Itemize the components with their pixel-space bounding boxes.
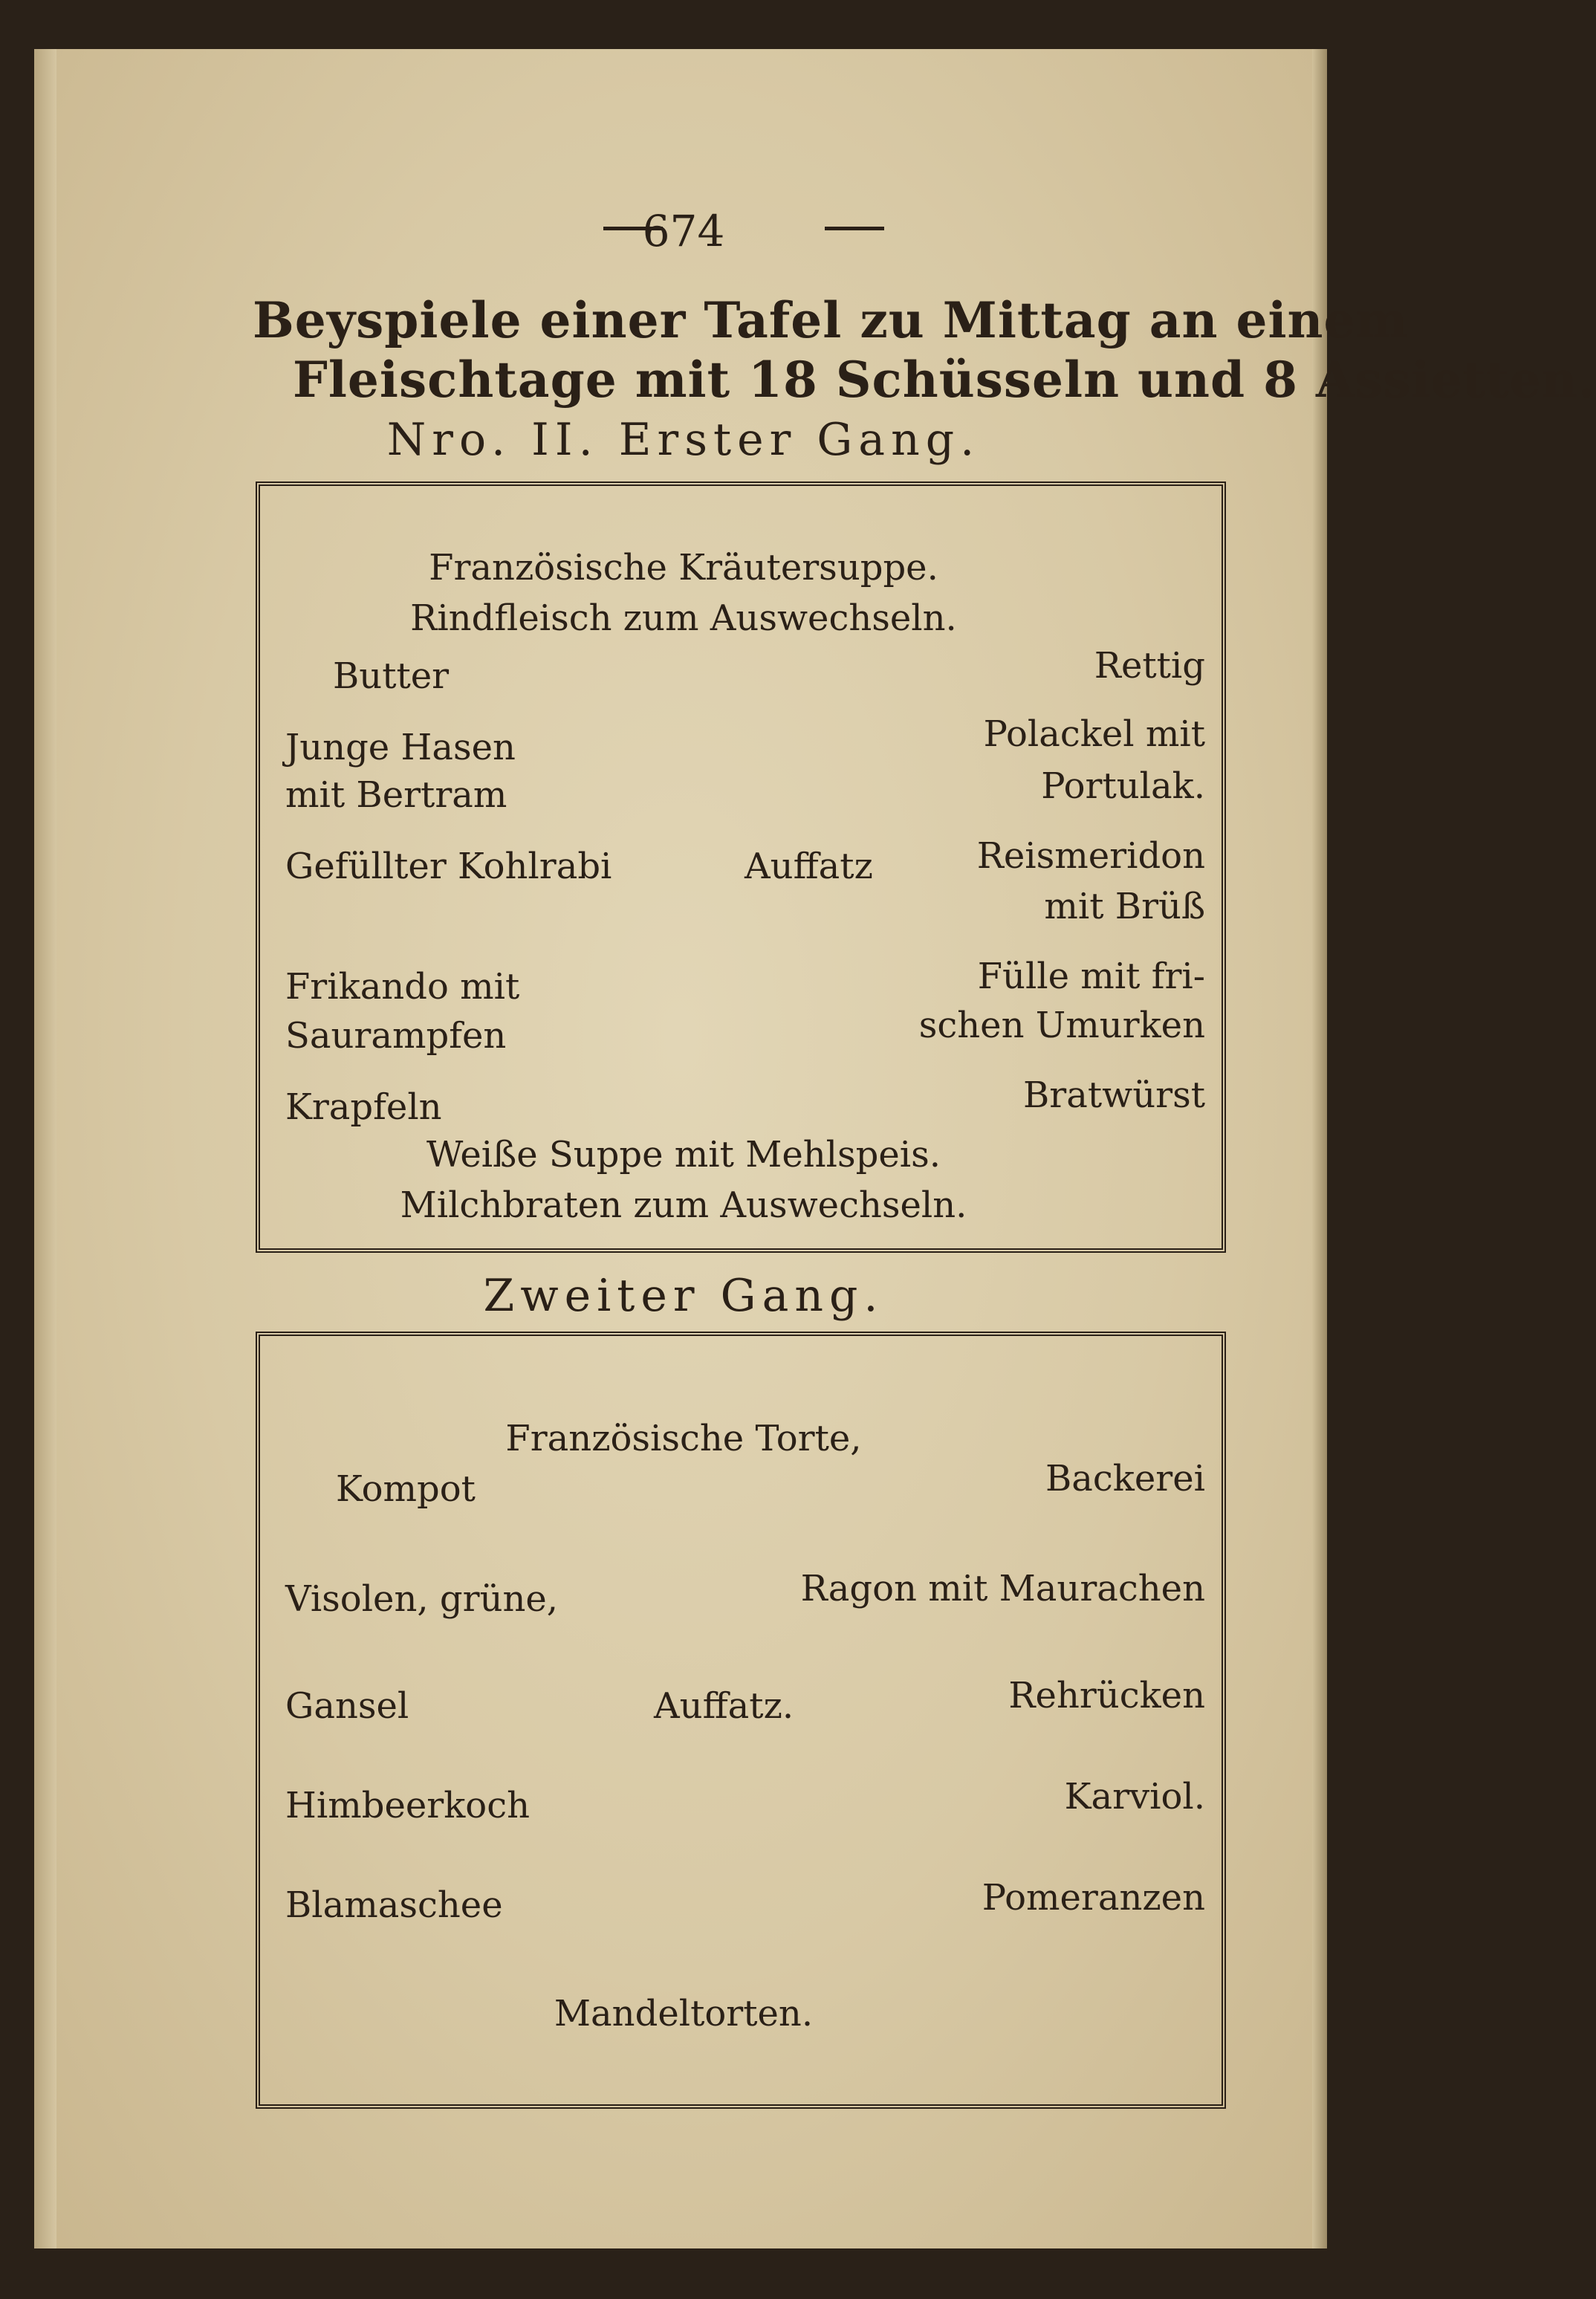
course1-left-dish: Krapfeln: [285, 1086, 442, 1128]
course1-bottom-dish-2: Milchbraten zum Auswechseln.: [400, 1184, 967, 1226]
course1-top-dish-2: Rindfleisch zum Auswechseln.: [410, 597, 957, 639]
course1-center-dish: Auffatz: [745, 846, 873, 887]
course1-right-dish: Bratwürst: [1023, 1074, 1205, 1116]
course1-left-dish: Gefüllter Kohlrabi: [285, 846, 612, 887]
course2-right-dish: Backerei: [1045, 1458, 1205, 1499]
course2-center-dish: Auffatz.: [654, 1685, 794, 1727]
page-number-dash-right: [825, 227, 884, 230]
title-line-1: Beyspiele einer Tafel zu Mittag an einem: [253, 291, 1409, 349]
page-number: 674: [642, 206, 725, 256]
course1-top-dish-1: Französische Kräutersuppe.: [429, 547, 938, 588]
course1-left-dish: Butter: [333, 655, 450, 697]
course1-right-dish: schen Umurken: [918, 1005, 1205, 1046]
course1-bottom-dish-1: Weiße Suppe mit Mehlspeis.: [426, 1134, 941, 1176]
course2-bottom-dish: Mandeltorten.: [554, 1993, 814, 2034]
course1-right-dish: Portulak.: [1041, 765, 1205, 807]
course2-left-dish: Kompot: [336, 1468, 476, 1510]
course2-left-dish: Gansel: [285, 1685, 409, 1727]
course2-right-dish: Rehrücken: [1008, 1675, 1205, 1716]
course1-left-dish: mit Bertram: [285, 774, 507, 816]
course1-right-dish: Reismeridon: [976, 835, 1205, 877]
title-line-2: Fleischtage mit 18 Schüsseln und 8 Assietten.: [293, 351, 1596, 409]
course2-left-dish: Blamaschee: [285, 1884, 503, 1926]
course1-left-dish: Junge Hasen: [285, 727, 516, 768]
course2-heading: Zweiter Gang.: [483, 1270, 884, 1322]
course2-left-dish: Visolen, grüne,: [285, 1578, 559, 1620]
course1-right-dish: Rettig: [1094, 645, 1205, 687]
course2-left-dish: Himbeerkoch: [285, 1785, 530, 1826]
course1-left-dish: Frikando mit: [285, 966, 520, 1008]
course2-right-dish: Ragon mit Maurachen: [800, 1568, 1205, 1609]
course2-right-dish: Karviol.: [1064, 1776, 1205, 1818]
course1-right-dish: Fülle mit fri-: [977, 956, 1205, 997]
course2-right-dish: Pomeranzen: [982, 1877, 1205, 1919]
course1-right-dish: Polackel mit: [983, 713, 1205, 755]
course1-right-dish: mit Brüß: [1044, 886, 1205, 927]
course1-left-dish: Saurampfen: [285, 1015, 507, 1057]
course1-heading: Nro. II. Erster Gang.: [386, 414, 981, 466]
course2-top-dish: Französische Torte,: [505, 1418, 862, 1459]
